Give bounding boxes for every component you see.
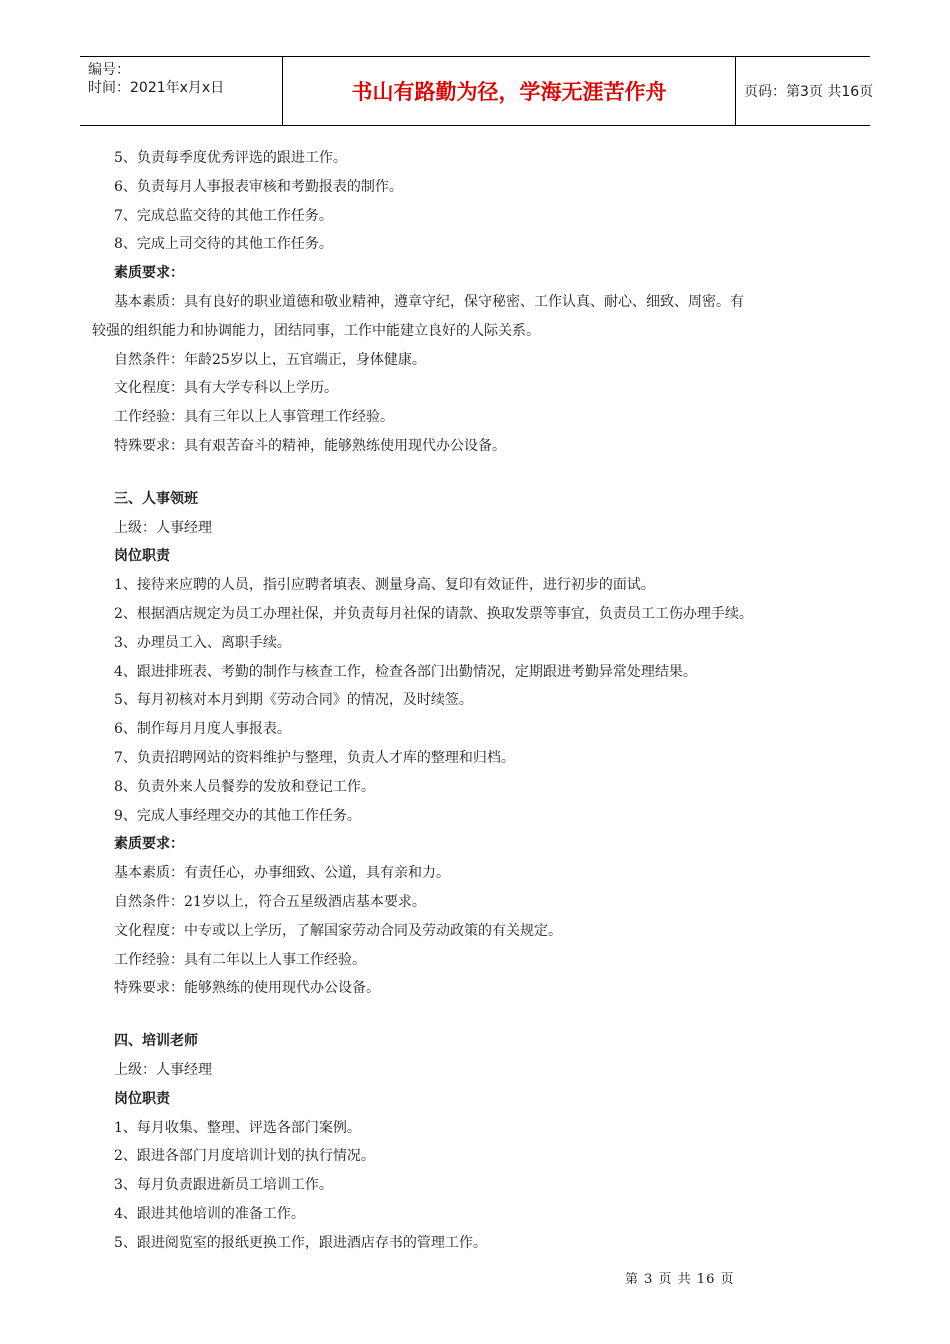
quality-item: 特殊要求：能够熟练的使用现代办公设备。 bbox=[114, 980, 380, 997]
header-meta bbox=[80, 57, 282, 125]
quality-item: 文化程度：中专或以上学历，了解国家劳动合同及劳动政策的有关规定。 bbox=[114, 922, 562, 939]
quality-heading: 素质要求： bbox=[114, 836, 184, 853]
duty-item: 1、接待来应聘的人员，指引应聘者填表、测量身高、复印有效证件，进行初步的面试。 bbox=[114, 577, 655, 594]
quality-item-continued: 较强的组织能力和协调能力，团结同事，工作中能建立良好的人际关系。 bbox=[92, 322, 540, 339]
duty-item: 8、负责外来人员餐券的发放和登记工作。 bbox=[114, 778, 375, 795]
quality-item: 工作经验：具有二年以上人事工作经验。 bbox=[114, 951, 366, 968]
duty-item: 4、跟进排班表、考勤的制作与核查工作，检查各部门出勤情况，定期跟进考勤异常处理结果。 bbox=[114, 663, 697, 680]
duty-item: 6、制作每月月度人事报表。 bbox=[114, 721, 291, 738]
number-label: 编号： bbox=[88, 62, 130, 78]
duty-item: 1、每月收集、整理、评选各部门案例。 bbox=[114, 1119, 361, 1136]
quality-item: 自然条件：年龄25岁以上，五官端正，身体健康。 bbox=[114, 351, 426, 368]
duties-heading: 岗位职责 bbox=[114, 548, 170, 565]
duties-heading: 岗位职责 bbox=[114, 1090, 170, 1107]
superior-line: 上级：人事经理 bbox=[114, 1061, 212, 1078]
page-indicator: 页码：第3页 共16页 bbox=[744, 84, 874, 100]
duty-item: 5、跟进阅览室的报纸更换工作，跟进酒店存书的管理工作。 bbox=[114, 1234, 487, 1251]
duty-item: 8、完成上司交待的其他工作任务。 bbox=[114, 236, 333, 253]
header-motto: 书山有路勤为径，学海无涯苦作舟 bbox=[351, 80, 667, 104]
duty-item: 5、负责每季度优秀评选的跟进工作。 bbox=[114, 150, 347, 166]
header-motto-cell bbox=[282, 57, 736, 125]
duty-item: 2、根据酒店规定为员工办理社保，并负责每月社保的请款、换取发票等事宜，负责员工工伤办理手续。 bbox=[114, 605, 753, 622]
quality-item: 基本素质：有责任心，办事细致、公道，具有亲和力。 bbox=[114, 865, 450, 882]
duty-item: 6、负责每月人事报表审核和考勤报表的制作。 bbox=[114, 178, 403, 195]
page-footer: 第 3 页 共 16 页 bbox=[625, 1272, 735, 1287]
duty-item: 2、跟进各部门月度培训计划的执行情况。 bbox=[114, 1148, 375, 1165]
quality-item: 自然条件：21岁以上，符合五星级酒店基本要求。 bbox=[114, 893, 426, 910]
quality-item: 特殊要求：具有艰苦奋斗的精神，能够熟练使用现代办公设备。 bbox=[114, 437, 506, 454]
document-body bbox=[92, 144, 882, 1257]
duty-item: 5、每月初核对本月到期《劳动合同》的情况，及时续签。 bbox=[114, 692, 473, 709]
time-label: 时间：2021年x月x日 bbox=[88, 80, 225, 96]
quality-item: 工作经验：具有三年以上人事管理工作经验。 bbox=[114, 409, 394, 426]
duty-item: 7、负责招聘网站的资料维护与整理，负责人才库的整理和归档。 bbox=[114, 749, 515, 766]
duty-item: 3、每月负责跟进新员工培训工作。 bbox=[114, 1177, 333, 1194]
quality-item: 基本素质：具有良好的职业道德和敬业精神，遵章守纪，保守秘密、工作认真、耐心、细致、周密。有 bbox=[114, 293, 744, 310]
duty-item: 4、跟进其他培训的准备工作。 bbox=[114, 1205, 305, 1222]
superior-line: 上级：人事经理 bbox=[114, 519, 212, 536]
quality-heading: 素质要求： bbox=[114, 265, 184, 282]
duty-item: 7、完成总监交待的其他工作任务。 bbox=[114, 207, 333, 224]
quality-item: 文化程度：具有大学专科以上学历。 bbox=[114, 380, 338, 397]
page-header bbox=[80, 56, 874, 126]
duty-item: 9、完成人事经理交办的其他工作任务。 bbox=[114, 807, 361, 824]
section-title: 四、培训老师 bbox=[114, 1033, 198, 1050]
section-title: 三、人事领班 bbox=[114, 490, 198, 507]
duty-item: 3、办理员工入、离职手续。 bbox=[114, 634, 291, 651]
